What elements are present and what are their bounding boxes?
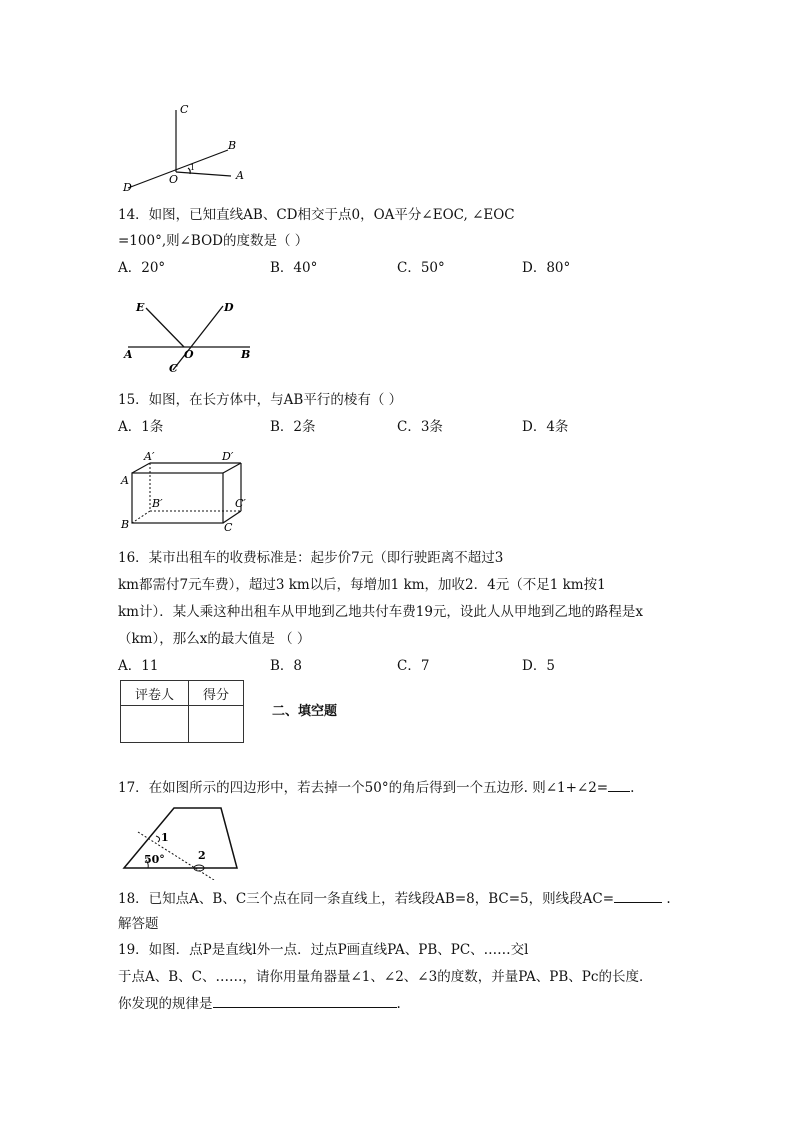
q19-stem-line2: 于点A、B、C、……，请你用量角器量∠1、∠2、∠3的度数，并量PA、PB、Pc的长度． <box>118 969 653 985</box>
figure-quadrilateral <box>118 804 248 880</box>
q19-tail: . <box>396 996 401 1012</box>
q16-option-a: A．11 <box>118 658 159 674</box>
q15-option-c: C．3条 <box>397 419 443 435</box>
q14-stem-line1: 14．如图，已知直线AB、CD相交于点0，OA平分∠EOC, ∠EOC <box>118 207 515 223</box>
q19-stem-line1: 19．如图．点P是直线l外一点．过点P画直线PA、PB、PC、……交l <box>118 942 529 958</box>
section-answer-title: 解答题 <box>118 916 159 932</box>
hidden-edge-b1b <box>132 511 150 523</box>
label-b: B <box>241 348 251 361</box>
q17-text: 17．在如图所示的四边形中，若去掉一个50°的角后得到一个五边形. 则∠1+∠2= <box>118 780 609 796</box>
score-header: 得分 <box>189 681 244 706</box>
label-b: B <box>228 139 237 152</box>
label-a: A <box>121 474 129 487</box>
figure-angle-cobad <box>118 100 258 195</box>
figure-cuboid <box>118 448 258 534</box>
quadrilateral-shape <box>124 808 237 868</box>
line-cd <box>173 306 223 370</box>
q14-option-d: D．80° <box>522 260 571 276</box>
label-o: O <box>169 173 179 186</box>
q15-option-b: B．2条 <box>270 419 316 435</box>
score-cell[interactable] <box>189 706 244 743</box>
q18-text: 18．已知点A、B、C三个点在同一条直线上，若线段AB=8，BC=5，则线段AC= <box>118 891 615 907</box>
figure-intersecting-lines <box>118 296 258 376</box>
grading-table <box>120 680 244 743</box>
q16-stem-line4: （km），那么x的最大值是 （ ） <box>118 631 311 647</box>
q17-answer-blank[interactable] <box>608 779 630 792</box>
q19-prompt: 你发现的规律是 <box>118 996 213 1012</box>
label-c: C <box>180 103 189 116</box>
q14-option-a: A．20° <box>118 260 166 276</box>
ray-oa <box>176 172 231 176</box>
section-fill-blank-title: 二、填空题 <box>272 704 338 719</box>
q17-tail: . <box>630 780 635 796</box>
label-e: E <box>136 301 145 314</box>
q19-stem-line3 <box>118 995 401 1013</box>
label-a: A <box>236 169 244 182</box>
q15-stem: 15．如图，在长方体中，与AB平行的棱有（ ） <box>118 392 403 408</box>
label-angle-1: 1 <box>161 831 169 844</box>
ray-oe <box>146 308 184 347</box>
label-b-prime: B′ <box>152 497 163 510</box>
q17-stem <box>118 779 634 797</box>
label-angle-2: 2 <box>198 849 206 862</box>
q14-option-c: C．50° <box>397 260 445 276</box>
label-d: D <box>224 301 234 314</box>
q18-tail: . <box>666 891 671 907</box>
q16-option-c: C．7 <box>397 658 430 674</box>
grader-header: 评卷人 <box>121 681 189 706</box>
edge-aa1 <box>132 463 150 473</box>
label-c: C <box>169 362 178 375</box>
label-50-degrees: 50° <box>144 853 165 866</box>
label-d-prime: D′ <box>222 450 234 463</box>
q16-stem-line2: km都需付7元车费），超过3 km以后，每增加1 km，加收2．4元（不足1 km按1 <box>118 577 606 593</box>
q14-option-b: B．40° <box>270 260 318 276</box>
cuboid-front-face <box>132 473 223 523</box>
edge-top-right <box>223 463 241 473</box>
q16-stem-line3: km计）．某人乘这种出租车从甲地到乙地共付车费19元，设此人从甲地到乙地的路程是x <box>118 604 644 620</box>
grader-cell[interactable] <box>121 706 189 743</box>
label-b: B <box>121 518 130 531</box>
q15-option-a: A．1条 <box>118 419 164 435</box>
q15-option-d: D．4条 <box>522 419 569 435</box>
label-c: C <box>224 521 233 534</box>
label-c-prime: C′ <box>235 497 246 510</box>
q16-option-d: D．5 <box>522 658 555 674</box>
q14-stem-line2: =100°,则∠BOD的度数是（ ） <box>118 233 309 249</box>
label-a-prime: A′ <box>144 450 155 463</box>
label-a: A <box>124 348 133 361</box>
label-d: D <box>123 181 132 194</box>
label-angle-1: 1 <box>190 163 196 172</box>
q19-answer-blank[interactable] <box>213 995 397 1008</box>
q18-answer-blank[interactable] <box>614 890 662 903</box>
label-o: O <box>184 348 194 361</box>
angle-arc-1 <box>156 836 160 842</box>
q16-option-b: B．8 <box>270 658 303 674</box>
q16-stem-line1: 16．某市出租车的收费标准是：起步价7元（即行驶距离不超过3 <box>118 550 504 566</box>
q18-stem <box>118 890 671 908</box>
